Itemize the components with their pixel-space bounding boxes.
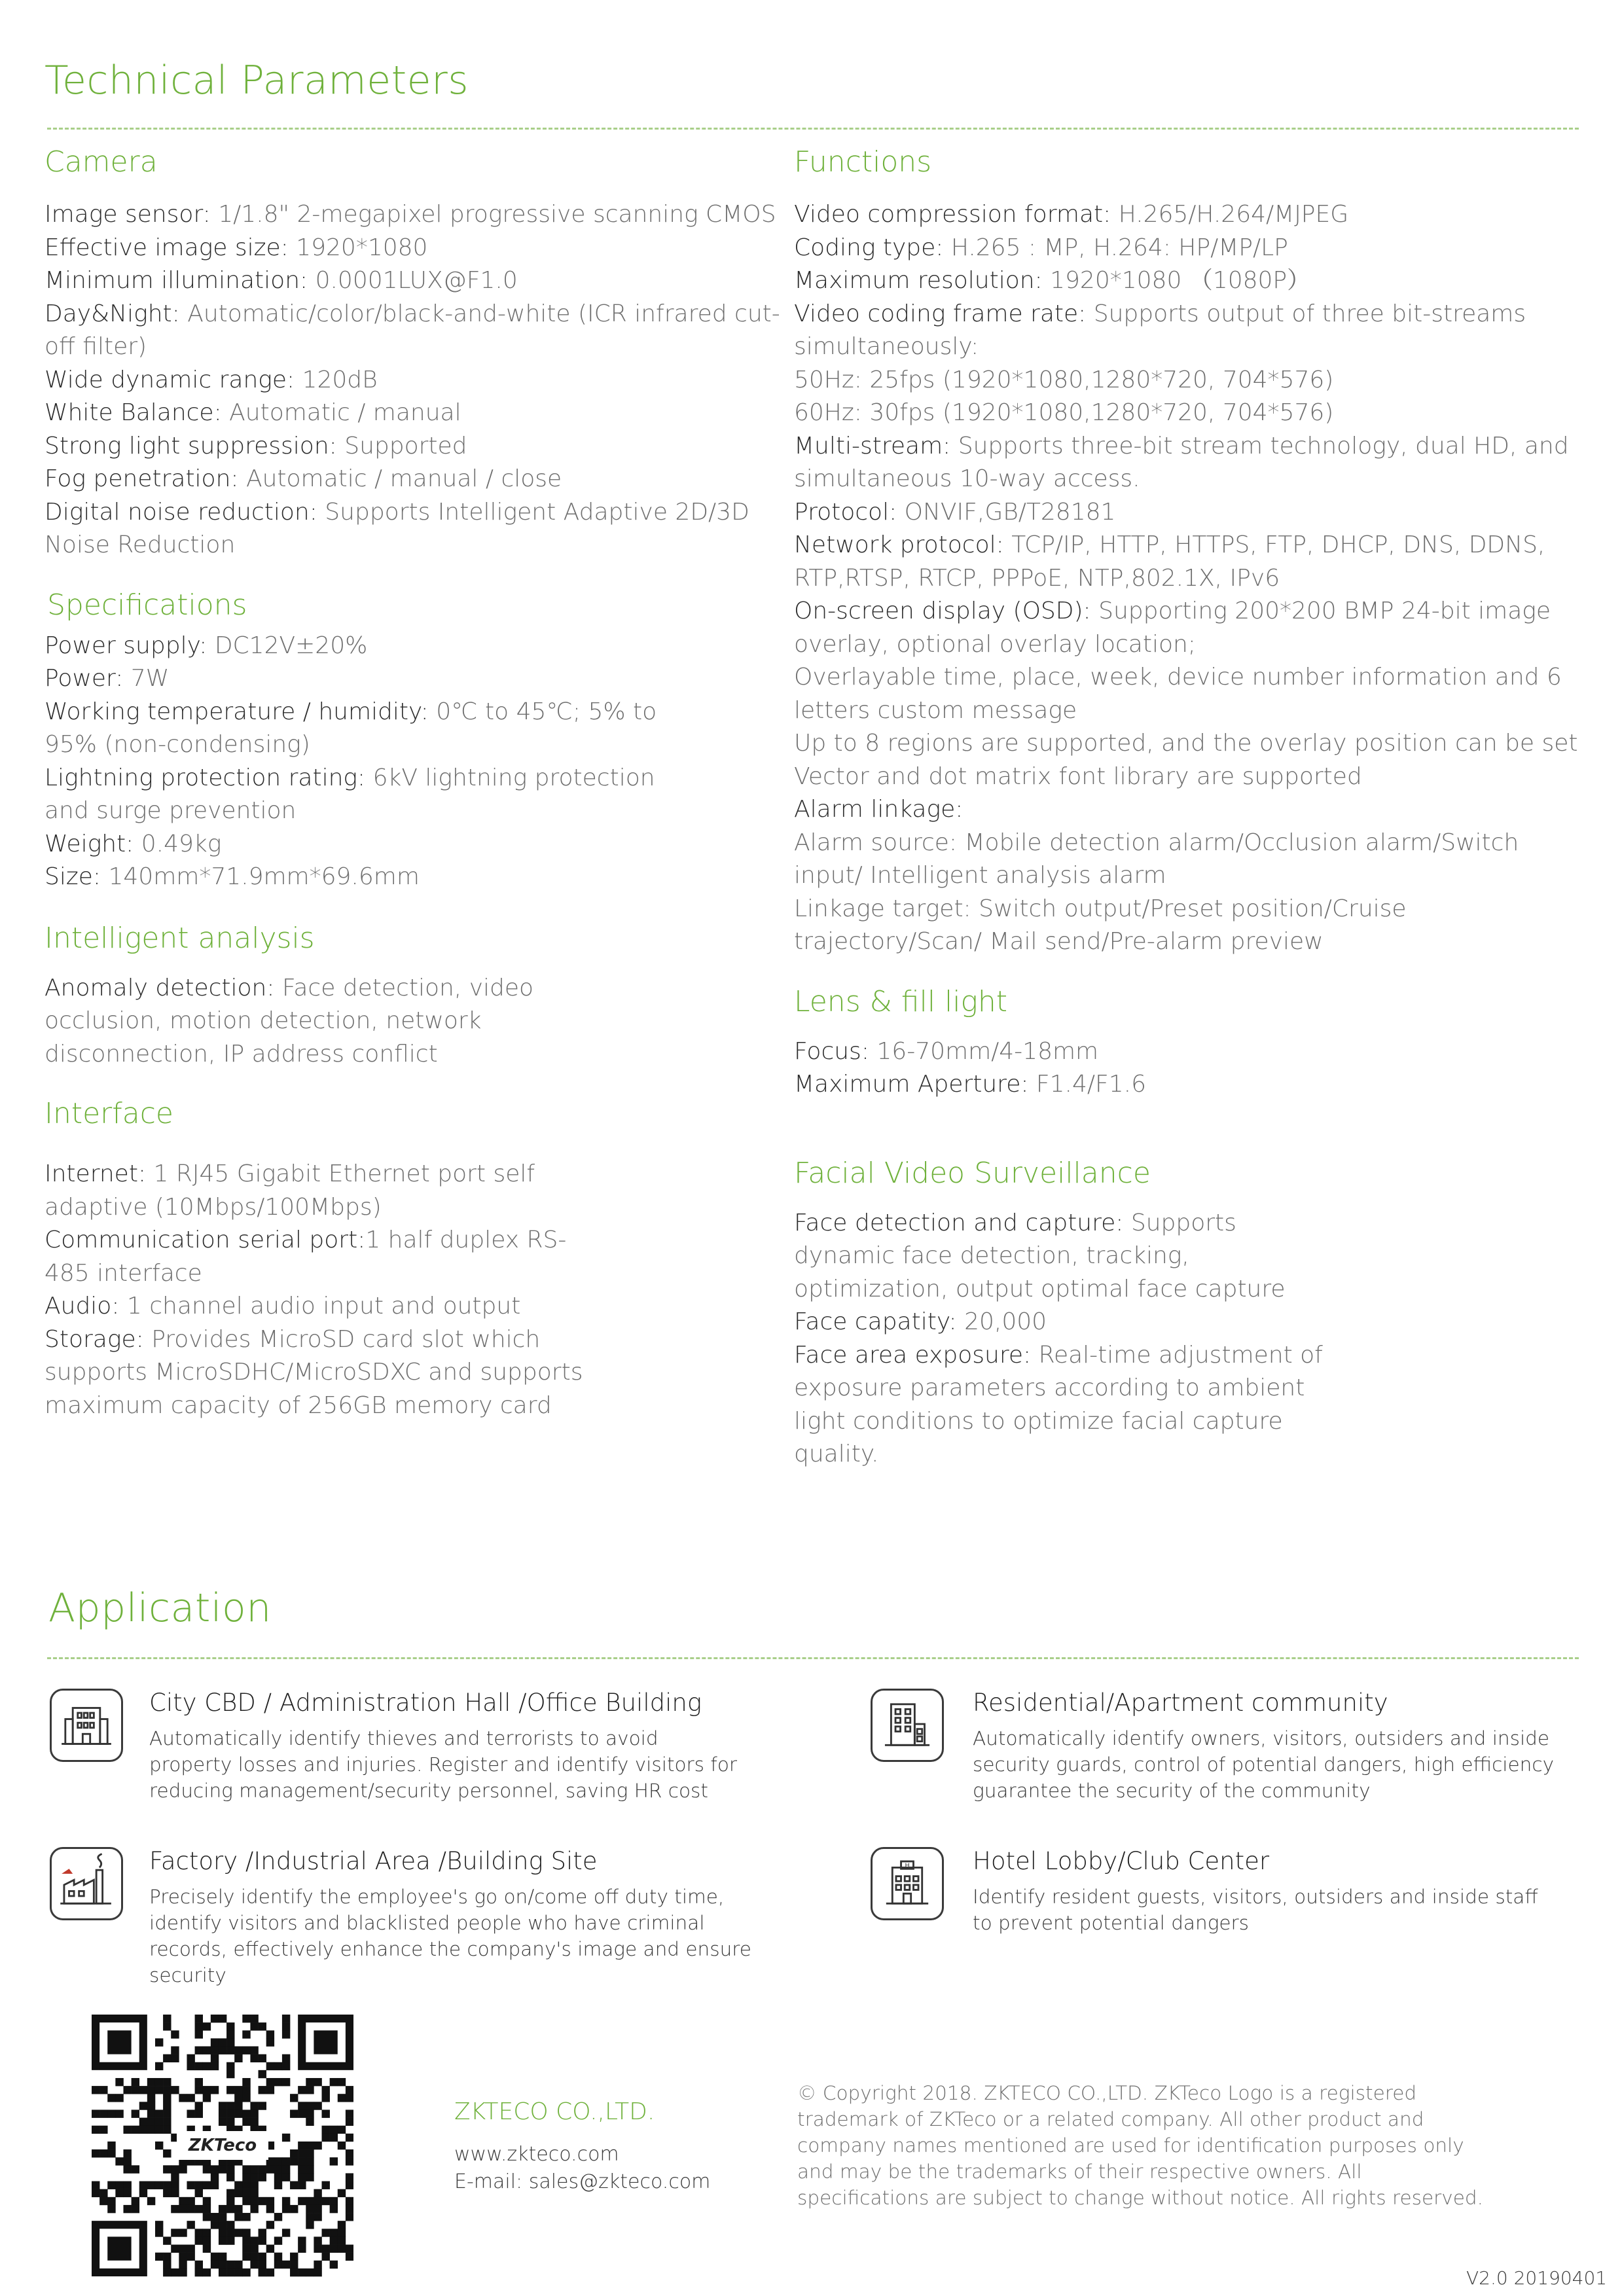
spec-value: 1 half duplex RS-485 interface	[45, 1227, 567, 1287]
spec-item	[794, 1207, 1331, 1306]
page-title: Technical Parameters	[45, 58, 469, 103]
spec-item	[45, 861, 673, 894]
spec-value: Real-time adjustment of exposure parameters according to ambient light conditions to optimize facial capture quality.	[794, 1341, 1323, 1467]
functions-list	[794, 198, 1593, 959]
spec-item	[45, 1323, 601, 1423]
spec-value: Vector and dot matrix font library are supported	[794, 762, 1362, 790]
spec-item	[794, 661, 1593, 727]
spec-item	[794, 761, 1593, 794]
spec-item	[794, 1068, 1593, 1102]
spec-item	[794, 793, 1593, 827]
spec-value: Supports dynamic face detection, tracking, optimization, output optimal face capture	[794, 1209, 1286, 1302]
qr-code[interactable]	[92, 2015, 353, 2278]
spec-item	[45, 397, 784, 430]
spec-item	[45, 1290, 601, 1323]
spec-value: 140mm*71.9mm*69.6mm	[108, 863, 420, 890]
spec-item	[794, 232, 1593, 265]
spec-label: Size:	[45, 863, 109, 890]
spec-item	[45, 364, 784, 397]
spec-value: 50Hz: 25fps (1920*1080,1280*720, 704*576)	[794, 366, 1334, 393]
svg-text:H: H	[905, 1862, 910, 1870]
spec-value: Alarm source: Mobile detection alarm/Occlusion alarm/Switch input/ Intelligent analysis alarm	[794, 829, 1519, 889]
email-link[interactable]: E-mail: sales@zkteco.com	[454, 2170, 711, 2193]
spec-value: Supports three-bit stream technology, dual HD, and simultaneous 10-way access.	[794, 432, 1569, 492]
apartment-icon	[871, 1689, 944, 1762]
functions-heading: Functions	[794, 145, 932, 179]
camera-heading: Camera	[45, 145, 158, 179]
interface-heading: Interface	[45, 1097, 173, 1130]
spec-label: Video compression format:	[794, 201, 1119, 228]
spec-item	[794, 1339, 1331, 1471]
spec-value: Supports output of three bit-streams simultaneously:	[794, 300, 1526, 360]
factory-icon	[50, 1847, 123, 1920]
title-divider	[47, 128, 1579, 130]
spec-item	[794, 364, 1593, 397]
spec-value: F1.4/F1.6	[1036, 1071, 1146, 1098]
spec-value: H.265/H.264/MJPEG	[1118, 201, 1349, 228]
lens-list	[794, 1035, 1593, 1102]
spec-value: 0.49kg	[141, 830, 222, 857]
spec-value: 120dB	[302, 366, 378, 393]
spec-value: Linkage target: Switch output/Preset position/Cruise trajectory/Scan/ Mail send/Pre-alarm preview	[794, 895, 1407, 955]
spec-value: Supported	[344, 432, 467, 459]
spec-item	[45, 630, 673, 663]
spec-value: 7W	[130, 665, 170, 692]
spec-label: Power:	[45, 665, 131, 692]
spec-value: Supporting 200*200 BMP 24-bit image overlay, optional overlay location;	[794, 598, 1551, 658]
application-title: Factory /Industrial Area /Building Site	[149, 1847, 598, 1875]
spec-item	[45, 496, 784, 562]
spec-value: 1920*1080 （1080P）	[1050, 267, 1311, 294]
website-link[interactable]: www.zkteco.com	[454, 2143, 619, 2166]
spec-item	[45, 232, 784, 265]
spec-value: DC12V±20%	[214, 632, 368, 659]
spec-label: Focus:	[794, 1037, 877, 1065]
spec-value: 1/1.8" 2-megapixel progressive scanning CMOS	[218, 201, 776, 228]
spec-label: White Balance:	[45, 399, 230, 426]
spec-item	[45, 1224, 601, 1290]
spec-item	[45, 972, 568, 1071]
application-heading: Application	[48, 1585, 272, 1631]
application-title: Hotel Lobby/Club Center	[973, 1847, 1270, 1875]
spec-value: 60Hz: 30fps (1920*1080,1280*720, 704*576)	[794, 399, 1334, 426]
spec-label: Video coding frame rate:	[794, 300, 1094, 327]
spec-item	[794, 727, 1593, 761]
spec-label: Maximum Aperture:	[794, 1071, 1036, 1098]
spec-item	[794, 1035, 1593, 1069]
company-name: ZKTECO CO.,LTD.	[454, 2098, 655, 2125]
spec-value: TCP/IP, HTTP, HTTPS, FTP, DHCP, DNS, DDNS, RTP,RTSP, RTCP, PPPoE, NTP,802.1X, IPv6	[794, 531, 1545, 592]
spec-value: ONVIF,GB/T28181	[904, 498, 1116, 526]
spec-item	[45, 662, 673, 696]
spec-label: Power supply:	[45, 632, 215, 659]
spec-item	[794, 264, 1593, 298]
spec-label: Image sensor:	[45, 201, 219, 228]
spec-item	[45, 264, 784, 298]
camera-list	[45, 198, 784, 562]
application-title: City CBD / Administration Hall /Office Building	[149, 1689, 702, 1717]
spec-value: Automatic/color/black-and-white (ICR infrared cut-off filter)	[45, 300, 780, 360]
spec-value: Automatic / manual	[229, 399, 461, 426]
spec-value: 0℃ to 45℃; 5% to 95% (non-condensing)	[45, 698, 657, 758]
spec-label: Minimum illumination:	[45, 267, 315, 294]
spec-item	[794, 397, 1593, 430]
spec-value: 1920*1080	[296, 234, 428, 261]
office-building-icon	[50, 1689, 123, 1762]
version-label: V2.0 20190401	[1466, 2267, 1608, 2289]
spec-label: Face area exposure:	[794, 1341, 1039, 1369]
spec-label: On-screen display (OSD):	[794, 598, 1099, 624]
interface-list	[45, 1158, 601, 1422]
left-column	[45, 145, 784, 1422]
spec-item	[45, 1158, 601, 1224]
intelligent-analysis-list	[45, 972, 568, 1071]
spec-label: Network protocol:	[794, 531, 1012, 558]
spec-label: Wide dynamic range:	[45, 366, 302, 393]
spec-label: Audio:	[45, 1293, 127, 1319]
spec-label: Protocol:	[794, 498, 905, 526]
spec-item	[794, 595, 1593, 661]
spec-item	[45, 198, 784, 232]
spec-label: Fog penetration:	[45, 465, 246, 492]
spec-item	[45, 463, 784, 496]
spec-value: Overlayable time, place, week, device number information and 6 letters custom message	[794, 664, 1562, 724]
facial-heading: Facial Video Surveillance	[794, 1156, 1151, 1190]
spec-item	[45, 298, 784, 364]
spec-item	[794, 827, 1593, 893]
copyright-notice: © Copyright 2018. ZKTECO CO.,LTD. ZKTeco Logo is a registered trademark of ZKTeco or a related company. All other product and company names mentioned are used for identification purposes only and may be the trademarks of their respective owners. All specifications are subject to change without notice. All rights reserved.	[797, 2082, 1483, 2209]
zkteco-logo-icon: ZKTeco	[177, 2131, 268, 2160]
hotel-icon	[871, 1847, 944, 1920]
spec-value: 6kV lightning protection and surge prevention	[45, 764, 655, 824]
spec-label: Digital noise reduction:	[45, 498, 325, 526]
spec-item	[45, 762, 673, 828]
spec-label: Day&Night:	[45, 300, 188, 327]
spec-item	[45, 430, 784, 463]
application-description: Automatically identify thieves and terrorists to avoid property losses and injuries. Register and identify visitors for reducing management/security personnel, saving HR cost	[149, 1727, 737, 1802]
application-description: Automatically identify owners, visitors, outsiders and inside security guards, control of potential dangers, high efficiency guarantee the security of the community	[973, 1727, 1555, 1802]
spec-label: Anomaly detection:	[45, 974, 282, 1001]
spec-value: 0.0001LUX@F1.0	[315, 267, 518, 294]
spec-value: Face detection, video occlusion, motion detection, network disconnection, IP address conflict	[45, 974, 534, 1067]
spec-label: Strong light suppression:	[45, 432, 345, 459]
spec-label: Internet:	[45, 1160, 154, 1187]
spec-item	[794, 529, 1593, 595]
spec-label: Face detection and capture:	[794, 1209, 1131, 1236]
spec-item	[794, 1306, 1331, 1339]
spec-value: Up to 8 regions are supported, and the overlay position can be set	[794, 730, 1578, 757]
spec-value: H.265 : MP, H.264: HP/MP/LP	[950, 234, 1288, 261]
spec-label: Maximum resolution:	[794, 267, 1051, 294]
spec-value: 1 RJ45 Gigabit Ethernet port self adaptive (10Mbps/100Mbps)	[45, 1160, 535, 1221]
spec-item	[794, 430, 1593, 496]
spec-value: 16-70mm/4-18mm	[876, 1037, 1099, 1065]
specifications-list	[45, 630, 673, 894]
spec-item	[45, 696, 673, 762]
spec-value: Provides MicroSD card slot which supports MicroSDHC/MicroSDXC and supports maximum capacity of 256GB memory card	[45, 1325, 583, 1419]
application-title: Residential/Apartment community	[973, 1689, 1388, 1717]
spec-label: Working temperature / humidity:	[45, 698, 437, 725]
spec-item	[794, 496, 1593, 529]
spec-label: Lightning protection rating:	[45, 764, 373, 791]
spec-label: Storage:	[45, 1325, 152, 1353]
spec-label: Communication serial port:	[45, 1227, 366, 1253]
application-description: Identify resident guests, visitors, outsiders and inside staff to prevent potential dangers	[973, 1886, 1538, 1934]
spec-item	[45, 828, 673, 861]
spec-label: Multi-stream:	[794, 432, 958, 459]
right-column	[794, 145, 1593, 1471]
spec-value: Supports Intelligent Adaptive 2D/3D Noise Reduction	[45, 498, 749, 558]
intelligent-analysis-heading: Intelligent analysis	[45, 921, 315, 955]
spec-label: Alarm linkage:	[794, 796, 964, 823]
application-divider	[47, 1657, 1579, 1659]
spec-value: 1 channel audio input and output	[126, 1293, 521, 1319]
spec-label: Effective image size:	[45, 234, 297, 261]
lens-heading: Lens & fill light	[794, 984, 1008, 1018]
spec-label: Weight:	[45, 830, 141, 857]
facial-list	[794, 1207, 1331, 1471]
spec-value: Automatic / manual / close	[245, 465, 562, 492]
specifications-heading: Specifications	[47, 588, 247, 622]
spec-item	[794, 893, 1593, 959]
spec-item	[794, 198, 1593, 232]
spec-item	[794, 298, 1593, 364]
spec-label: Coding type:	[794, 234, 951, 261]
application-description: Precisely identify the employee's go on/come off duty time, identify visitors and blacklisted people who have criminal records, effectively enhance the company's image and ensure security	[149, 1886, 751, 1986]
spec-value: 20,000	[964, 1308, 1047, 1335]
spec-label: Face capatity:	[794, 1308, 965, 1335]
